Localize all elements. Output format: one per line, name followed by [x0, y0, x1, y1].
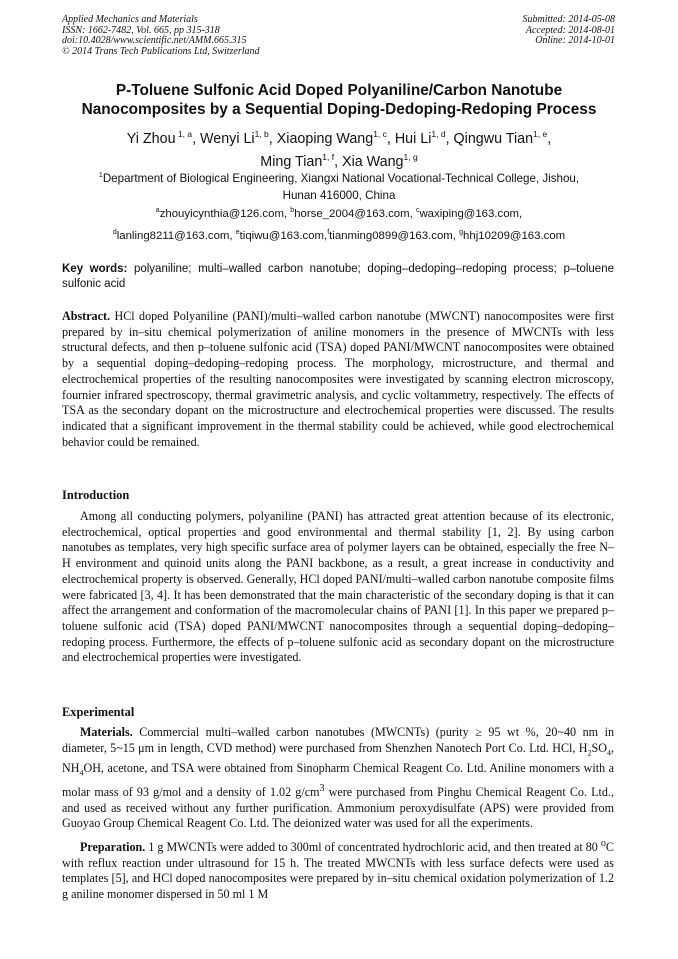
email-address: waxiping@163.com, [419, 207, 523, 220]
section-heading-introduction: Introduction [62, 488, 130, 502]
preparation-label: Preparation. [80, 840, 146, 855]
author-sup: 1, a [175, 129, 193, 139]
author-name: Ming Tian [260, 153, 323, 170]
email-address: zhouyicynthia@126.com, [159, 207, 291, 220]
email-address: lanling8211@163.com, [116, 229, 236, 242]
date-online: Online: 2014-10-01 [535, 35, 615, 46]
keywords-label: Key words: [62, 263, 128, 275]
materials-label: Materials. [80, 725, 133, 739]
author-list [40, 125, 638, 171]
introduction-paragraph: Among all conducting polymers, polyaniline (PANI) has attracted great attention because of its electronic, electrochemical, optical properties and good environmental and thermal stability [1, 2]. By using carbon nanotubes as templates, very high specific surface area of polymer layers can be obtained, especially the free N–H environment and quinoid units along the PANI backbone, as a result, a great increase in conductivity and electrochemical property is observed. Generally, HCl doped PANI/multi–walled carbon nanotube composite films were fabricated [3, 4]. It has been demonstrated that the main characteristic of the secondary doping is that it can affect the arrangement and conformation of the macromolecular chains of PANI [1]. In this paper we prepared p–toluene sulfonic acid (TSA) doped PANI/MWCNT nanocomposites through a sequential doping–dedoping–redoping process. Furthermore, the effects of p–toluene sulfonic acid as secondary dopant on the microstructure and electrochemical properties were investigated. [62, 509, 614, 665]
email-address: tianming0899@163.com, [329, 229, 460, 242]
keywords-text: polyaniline; multi–walled carbon nanotube; doping–dedoping–redoping process; p–toluene sulfonic acid [62, 263, 614, 290]
email-line-1: $^a$zhouyicynthia@126.com, $^b$horse_2004@163.com, $^c$waxiping@163.com, [155, 207, 523, 220]
title-line-2: Nanocomposites by a Sequential Doping-Dedoping-Redoping Process [81, 101, 597, 118]
email-address: tiqiwu@163.com, [239, 229, 328, 242]
author-name: Xia Wang [342, 153, 404, 170]
date-submitted: Submitted: 2014-05-08 [522, 14, 615, 25]
author-sup: 1, c [373, 129, 387, 139]
author-name: Hui Li [394, 130, 432, 147]
email-address: horse_2004@163.com, [294, 207, 416, 220]
affiliation: $^1$Department of Biological Engineering, Xiangxi National Vocational-Technical College, Jishou, Hunan 416000, China [98, 171, 580, 202]
title-line-1: P-Toluene Sulfonic Acid Doped Polyaniline/Carbon Nanotube [115, 82, 563, 99]
journal-copyright: © 2014 Trans Tech Publications Ltd, Switzerland [62, 45, 260, 57]
abstract-label: Abstract. [62, 309, 111, 323]
preparation-paragraph: Preparation. 1 g MWCNTs were added to 300ml of concentrated hydrochloric acid, and then treated at 80 $^o$C with reflux reaction under ultrasound for 15 h. The treated MWCNTs with less surface defects were used as templates [5], and HCl doped nanocomposites were prepared by in–situ chemical oxidation polymerization of 1.2 g aniline monomer dispersed in 50 ml 1 M [62, 838, 614, 902]
journal-doi: doi:10.4028/www.scientific.net/AMM.665.315 [62, 35, 247, 46]
dates-info [523, 15, 616, 47]
section-heading-experimental: Experimental [62, 705, 135, 719]
author-name: Xiaoping Wang [276, 130, 374, 147]
email-address: hhj10209@163.com [463, 229, 566, 242]
author-name: Wenyi Li [200, 130, 255, 147]
email-line-2: $^d$lanling8211@163.com, $^e$tiqiwu@163.com,$^f$tianming0899@163.com, $^g$hhj10209@163.com [112, 229, 566, 242]
author-name: Yi Zhou [126, 130, 176, 147]
journal-info [62, 15, 260, 57]
materials-paragraph: Materials. Commercial multi–walled carbon nanotubes (MWCNTs) (purity ≥ 95 wt %, 20~40 nm in diameter, 5~15 μm in length, CVD method) were purchased from Shenzhen Nanotech Port Co. Ltd. HCl, $H_2SO_4$, $NH_4OH$, acetone, and TSA were obtained from Sinopharm Chemical Reagent Co. Ltd. Aniline monomers with a molar mass of 93 g/mol and a density of 1.02 $g/cm^3$ were purchased from Pinghu Chemical Reagent Co. Ltd., and used as received without any further purification. Ammonium peroxydisulfate (APS) were provided from Guoyao Group Chemical Reagent Co. Ltd. The deionized water was used for all the experiments. [62, 725, 614, 831]
abstract [62, 309, 614, 450]
abstract-text: HCl doped Polyaniline (PANI)/multi–walled carbon nanotube (MWCNT) nanocomposites were first prepared by in–situ chemical polymerization of aniline monomers in the presence of MWCNTs with less structural defects, and then p–toluene sulfonic acid (TSA) doped PANI/MWCNT nanocomposites were obtained by a sequential doping–dedoping–redoping process. The morphology, microstructure, and thermal and electrochemical properties of the resulting nanocomposites were investigated by scanning electron microscopy, fournier infrared spectroscopy, thermal gravimetric analysis, and cyclic voltammetry, respectively. The effects of TSA as the secondary dopant on the microstructure and electrochemical properties were discussed. The results indicated that a significant improvement in the thermal stability could be achieved, while good electrochemical behavior could be remained. [62, 309, 614, 449]
date-accepted: Accepted: 2014-08-01 [525, 24, 615, 36]
journal-issn: ISSN: 1662-7482, Vol. 665, pp 315-318 [62, 24, 220, 36]
author-sup: 1, f [322, 151, 335, 162]
paper-title [40, 81, 638, 119]
author-sup: 1, d [431, 129, 446, 139]
author-sup: 1, e [533, 129, 548, 139]
keywords [62, 262, 614, 292]
author-line-1: Yi Zhou $^{1, a}$, Wenyi Li$^{1, b}$, Xiaoping Wang$^{1, c}$, Hui Li$^{1, d}$, Qingwu Tian$^{1, e}$, [126, 129, 552, 147]
author-line-2: Ming Tian$^{1, f}$, Xia Wang$^{1, g}$ [260, 151, 418, 170]
author-sup: 1, b [254, 129, 269, 139]
author-name: Qingwu Tian [453, 130, 534, 147]
author-sup: 1, g [403, 151, 418, 162]
journal-name: Applied Mechanics and Materials [62, 14, 198, 25]
